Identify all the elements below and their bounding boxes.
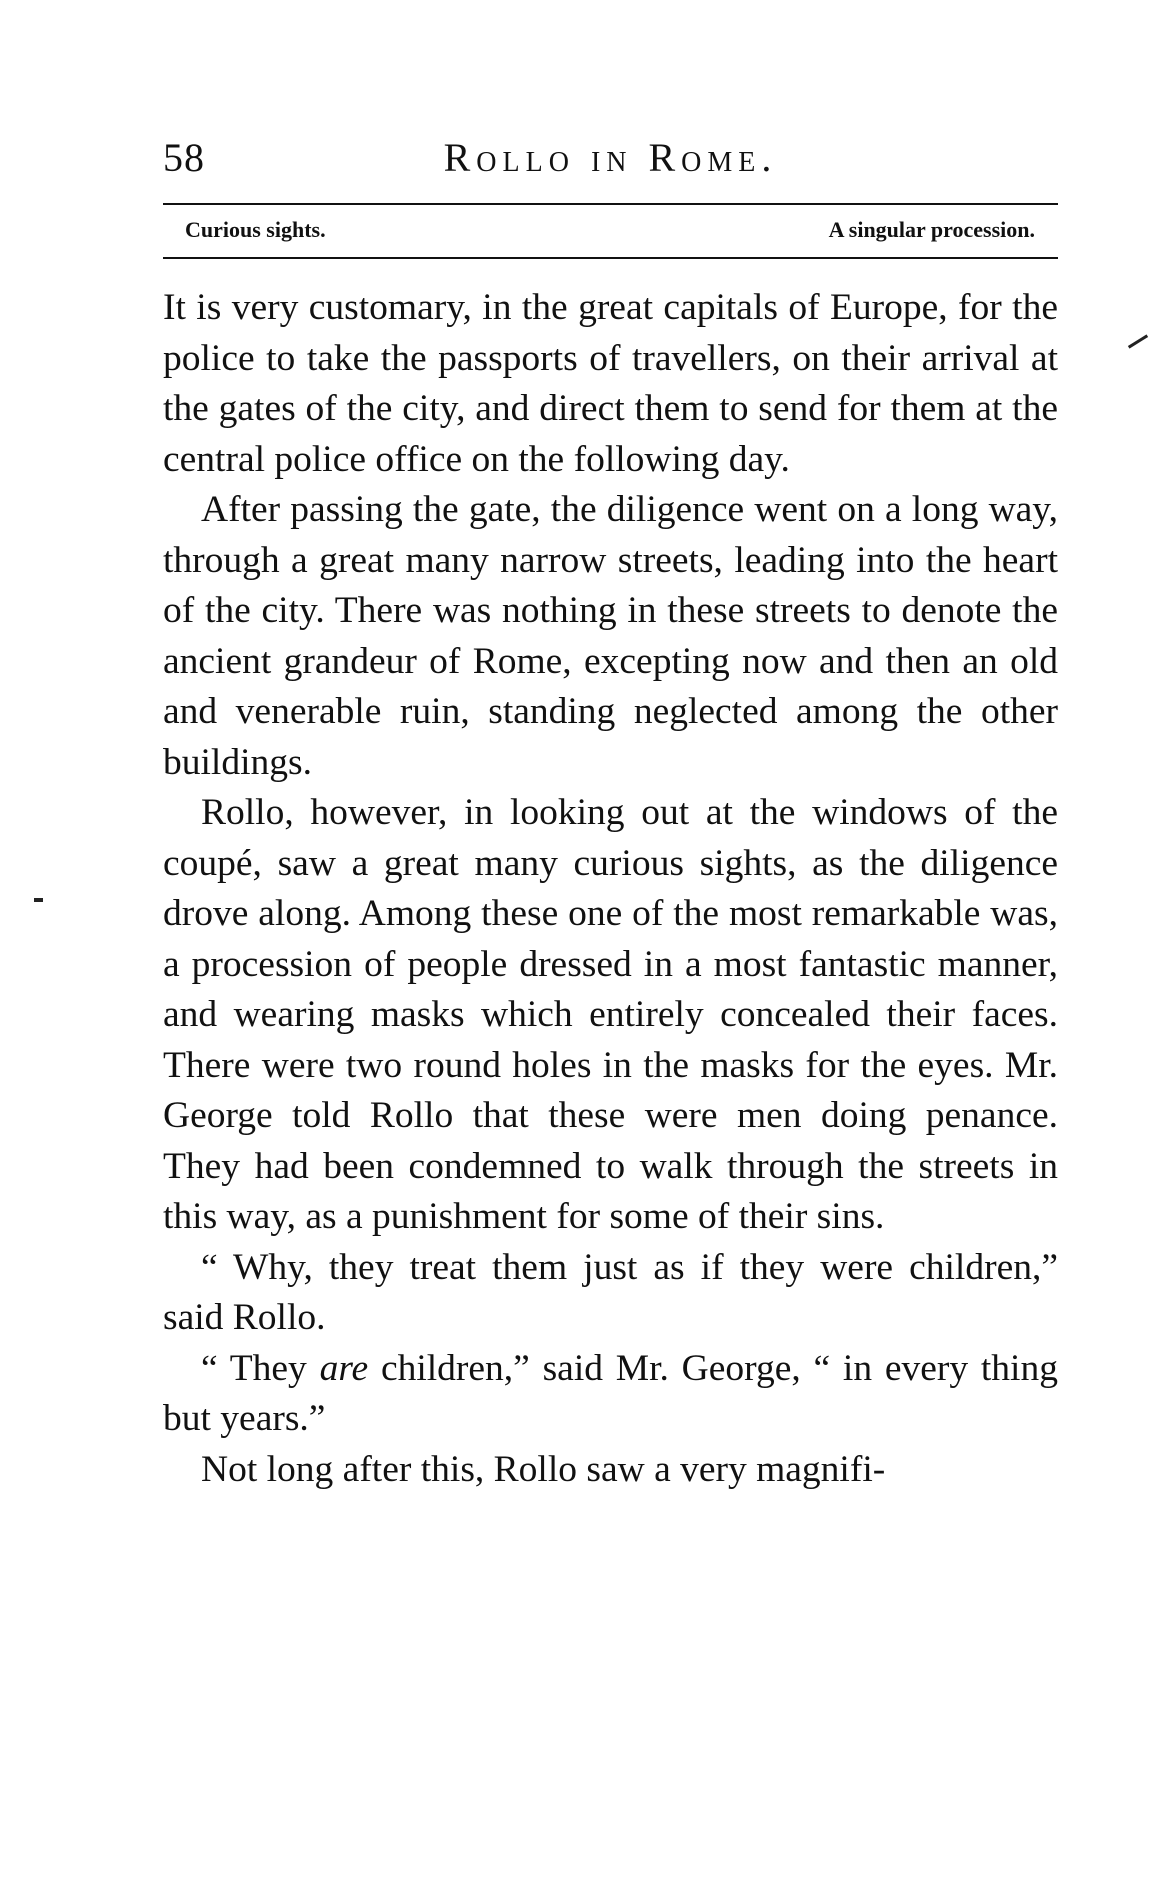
reply-before: “ They	[201, 1347, 320, 1389]
reply-emphasis: are	[319, 1347, 369, 1389]
header-rule-bottom	[163, 257, 1058, 259]
header-rule-top	[163, 203, 1058, 205]
paragraph-magnificent: Not long after this, Rollo saw a very magnifi-	[201, 1448, 886, 1490]
margin-dash-mark	[34, 898, 43, 902]
page-header	[163, 128, 1058, 184]
subhead-bar	[185, 213, 1035, 249]
paragraph-passports: It is very customary, in the great capitals of Europe, for the police to take the passports of travellers, on their arrival at the gates of the city, and direct them to send for them at the central police office on the following day.	[163, 287, 1058, 480]
margin-pencil-mark	[1128, 334, 1148, 348]
paragraph-rollo-remark: “ Why, they treat them just as if they were children,” said Rollo.	[163, 1246, 1058, 1338]
paragraph-procession: Rollo, however, in looking out at the windows of the coupé, saw a great many curious sights, as the diligence drove along. Among these one of the most remarkable was, a procession of people dressed in a most fantastic manner, and wearing masks which entirely concealed their faces. There were two round holes in the masks for the eyes. Mr. George told Rollo that these were men doing penance. They had been condemned to walk through the streets in this way, as a punishment for some of their sins.	[163, 792, 1058, 1237]
page-number: 58	[163, 135, 205, 180]
paragraph-gate: After passing the gate, the diligence went on a long way, through a great many narrow streets, leading into the heart of the city. There was nothing in these streets to denote the ancient grandeur of Rome, excepting now and then an old and venerable ruin, standing neglected among the other buildings.	[163, 489, 1058, 783]
paragraph-george-reply	[163, 1344, 1058, 1445]
subhead-left: Curious sights.	[185, 217, 326, 242]
body-text	[163, 283, 1058, 1495]
running-title: Rollo in Rome.	[443, 135, 778, 180]
reply-after: children,” said Mr. George, “ in every thing but years.”	[163, 1347, 1058, 1439]
subhead-right: A singular procession.	[828, 217, 1035, 242]
